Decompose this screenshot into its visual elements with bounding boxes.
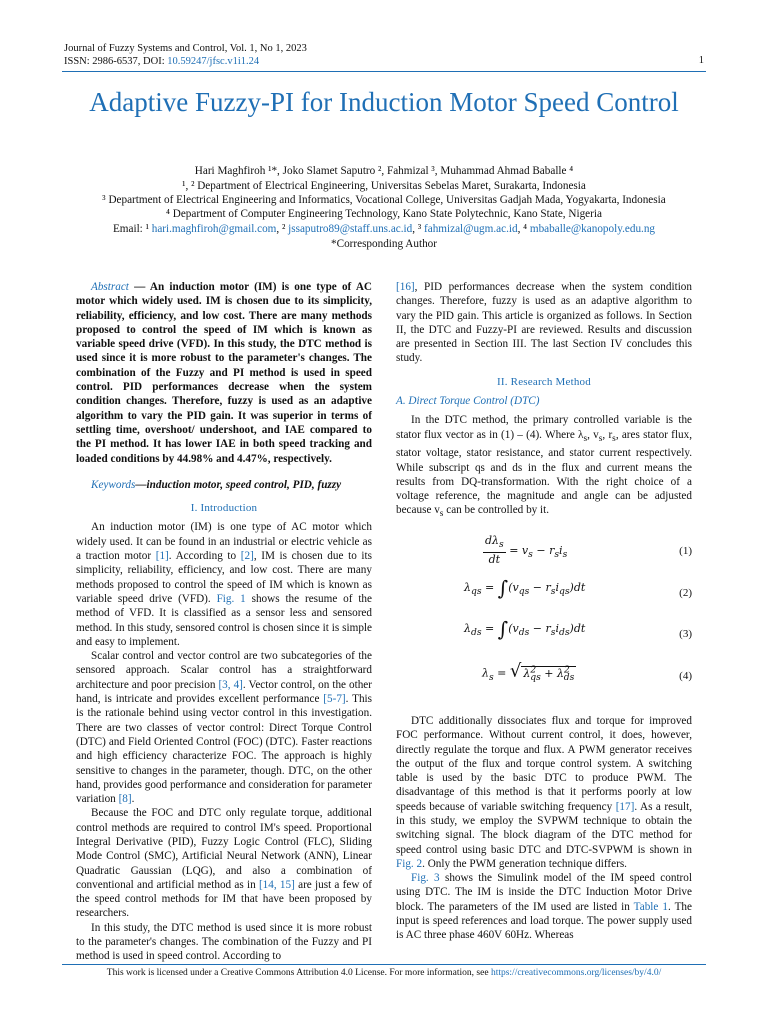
- equation-1: $\frac{d\lambda_s}{dt}$ = $v_s - r_si_s$: [485, 533, 568, 567]
- doi-link[interactable]: 10.59247/jfsc.v1i1.24: [167, 56, 260, 67]
- email-link[interactable]: mbaballe@kanopoly.edu.ng: [529, 223, 656, 235]
- issn-line: [64, 55, 307, 68]
- citation-link[interactable]: [14, 15]: [258, 878, 295, 891]
- dtc-paragraph-2: DTC additionally dissociates flux and torque for improved FOC performance. Without current control, it does, however, directly regulate the torque and flux. A PWM generator receives the output of the flux and torque control system. A switching table is used by the basic DTC to produce PWM. The disadvantage of this method is that it performs poorly at low speeds because of variable switching frequency [17]. As a result, in this study, we employ the SVPWM technique to obtain the switching signal. The block diagram of the DTC method for speed control using basic DTC and DTC-SVPWM is shown in Fig. 2. Only the PWM generation technique differs.: [396, 714, 692, 870]
- abstract: [76, 280, 372, 466]
- affiliation-1: ¹, ² Department of Electrical Engineering, Universitas Sebelas Maret, Surakarta, Indonesia: [182, 180, 586, 192]
- citation-link[interactable]: [5-7]: [323, 693, 346, 706]
- citation-link[interactable]: Fig. 2: [396, 857, 423, 870]
- citation-link[interactable]: [8]: [118, 793, 132, 806]
- subscript: s: [598, 433, 603, 444]
- citation-link[interactable]: [16]: [396, 281, 415, 293]
- citation-link[interactable]: [2]: [240, 550, 254, 563]
- paper-title: Adaptive Fuzzy-PI for Induction Motor Speed Control: [89, 87, 679, 117]
- subsection-heading-dtc: A. Direct Torque Control (DTC): [396, 395, 540, 408]
- abstract-label: Abstract: [91, 281, 129, 293]
- equation-number: (3): [679, 627, 692, 640]
- footer-divider: [62, 964, 706, 965]
- citation-link[interactable]: Table 1: [633, 900, 668, 913]
- license-text: This work is licensed under a Creative Commons Attribution 4.0 License. For more information, see: [106, 968, 491, 978]
- equation-4: $\lambda_s$ = √ $\lambda^2_{qs} + \lambda^2_{ds}$: [482, 660, 575, 683]
- equation-2: $\lambda_{qs} = \int(v_{qs} - r_si_{qs})dt$: [464, 575, 586, 600]
- citation-link[interactable]: Fig. 1: [216, 592, 246, 605]
- subscript: s: [583, 433, 588, 444]
- issn-text: ISSN: 2986-6537, DOI:: [64, 56, 168, 67]
- email-link[interactable]: hari.maghfiroh@gmail.com: [151, 223, 277, 235]
- page-number: 1: [698, 55, 704, 66]
- email-sup: ¹: [145, 223, 152, 235]
- citation-link[interactable]: [3, 4]: [218, 678, 243, 691]
- intro-paragraph-1: An induction motor (IM) is one type of AC motor which widely used. It can be found in an industrial or electric vehicle as a traction motor [1]. According to [2], IM is chosen due to its simplicity, reliability, efficiency, and low cost. There are many methods proposed to control the speed of IM which is known as variable speed drive (VFD). Fig. 1 shows the resume of the method of VFD. It is classified as a sensor less and sensored method. In this study, sensored control is chosen since it is simple and easy to implement.: [76, 521, 372, 648]
- equation-3: $\lambda_{ds} = \int(v_{ds} - r_si_{ds})dt$: [464, 616, 586, 641]
- email-link[interactable]: fahmizal@ugm.ac.id: [424, 223, 518, 235]
- section-heading-introduction: I. Introduction: [190, 502, 258, 515]
- affiliation-2: ³ Department of Electrical Engineering and Informatics, Vocational College, Universitas Gadjah Mada, Yogyakarta, Indonesia: [102, 194, 666, 206]
- citation-link[interactable]: Fig. 3: [411, 872, 440, 885]
- email-sep: ,: [412, 223, 418, 235]
- corresponding-author: *Corresponding Author: [331, 238, 437, 250]
- email-sep: ,: [276, 223, 282, 235]
- subscript: s: [612, 433, 616, 444]
- dtc-paragraph-1: In the DTC method, the primary controlled variable is the stator flux vector as in (1) – (4). Where $\lambda_s$, $v_s$, $r_s$, ares stator flux, stator voltage, stator resistance, and stator current respectively. While subscript qs and ds in the flux and current means the results from DQ-transformation. With the right choice of a voltage reference, the magnitude and angle can be adjusted because $v_s$ can be controlled by it.: [396, 414, 692, 520]
- right-column: [396, 280, 692, 943]
- author-list: Hari Maghfiroh ¹*, Joko Slamet Saputro ², Fahmizal ³, Muhammad Ahmad Baballe ⁴: [194, 165, 574, 177]
- right-paragraph-1: [16], PID performances decrease when the system condition changes. Therefore, fuzzy is used as an adaptive algorithm to vary the PID gain. This article is organized as follows. In Section II, the DTC and Fuzzy-PI are reviewed. Results and discussion are presented in Section III. The last Section IV concludes this study.: [396, 281, 692, 365]
- email-label: Email:: [112, 223, 146, 235]
- equation-number: (4): [679, 669, 692, 682]
- email-sup: ³: [417, 223, 425, 235]
- equation-block: [396, 522, 692, 696]
- keywords: [76, 478, 372, 492]
- header-divider: [62, 71, 706, 72]
- email-sep: ,: [517, 223, 524, 235]
- equation-number: (1): [679, 544, 692, 557]
- keywords-text: —induction motor, speed control, PID, fuzzy: [135, 478, 342, 491]
- affiliation-3: ⁴ Department of Computer Engineering Technology, Kano State Polytechnic, Kano State, Nigeria: [166, 208, 602, 220]
- journal-header: [64, 42, 307, 68]
- subscript: s: [439, 509, 444, 520]
- dtc-paragraph-3: Fig. 3 shows the Simulink model of the IM speed control using DTC. The IM is inside the DTC Induction Motor Drive block. The parameters of the IM used are listed in Table 1. The input is speed references and load torque. The power supply used is AC three phase 460V 60Hz. Whereas: [396, 872, 692, 942]
- email-sup: ⁴: [523, 223, 530, 235]
- left-column: [76, 280, 372, 964]
- license-link[interactable]: https://creativecommons.org/licenses/by/4.0/: [490, 968, 662, 978]
- journal-line: Journal of Fuzzy Systems and Control, Vol. 1, No 1, 2023: [64, 43, 307, 54]
- email-link[interactable]: jssaputro89@staff.uns.ac.id: [288, 223, 413, 235]
- intro-paragraph-2: Scalar control and vector control are two subcategories of the sensored approach. Scalar control has a straightforward architecture and poor precision [3, 4]. Vector control, on the other hand, is intricate and provides excellent performance [5-7]. This is the rationale behind using vector control in this investigation. There are two classes of vector control: Direct Torque Control (DTC) and Field Oriented Control (FOC) (DTC). Faster reactions and high efficiency characterize FOC. The approach is highly sensitive to changes in the parameter, though. DTC, on the other hand, provides good performance and consideration for parameter variation [8].: [76, 650, 373, 806]
- citation-link[interactable]: [17]: [615, 800, 635, 813]
- keywords-label: Keywords: [91, 478, 136, 491]
- intro-paragraph-3: Because the FOC and DTC only regulate torque, additional control methods are required to control IM's speed. Proportional Integral Derivative (PID), Fuzzy Logic Control (FLC), Sliding Mode Control (SMC), Artificial Neural Network (ANN), Linear Quadratic Gaussian (LQG), and also a combination of conventional and artificial method as in [14, 15] are just a few of the speed control methods for IM that have been proposed by researchers.: [76, 807, 373, 920]
- abstract-text: — An induction motor (IM) is one type of AC motor which widely used. IM is chosen due to its simplicity, reliability, efficiency, and low cost. There are many methods proposed to control the speed of IM which is known as variable speed drive (VFD). In this study, the DTC method is used since it is more robust to the parameter's changes. The combination of the Fuzzy and PI method is used in speed control. PID performances decrease when the system condition changes. Therefore, fuzzy is used as an adaptive algorithm to vary the PID gain. It was superior in terms of settling time, overshoot/ undershoot, and IAE compared to the PI method. It has lower IAE in both speed tracking and loaded conditions by 44.98% and 4.47%, respectively.: [76, 281, 372, 465]
- intro-paragraph-4: In this study, the DTC method is used since it is more robust to the parameter's changes. The combination of the Fuzzy and PI method is used in speed control. According to: [76, 921, 372, 963]
- email-line: [40, 223, 728, 235]
- citation-link[interactable]: [1]: [155, 550, 169, 563]
- license-footer: [0, 968, 768, 978]
- section-heading-research-method: II. Research Method: [497, 375, 591, 388]
- equation-number: (2): [679, 586, 692, 599]
- email-sup: ²: [281, 223, 289, 235]
